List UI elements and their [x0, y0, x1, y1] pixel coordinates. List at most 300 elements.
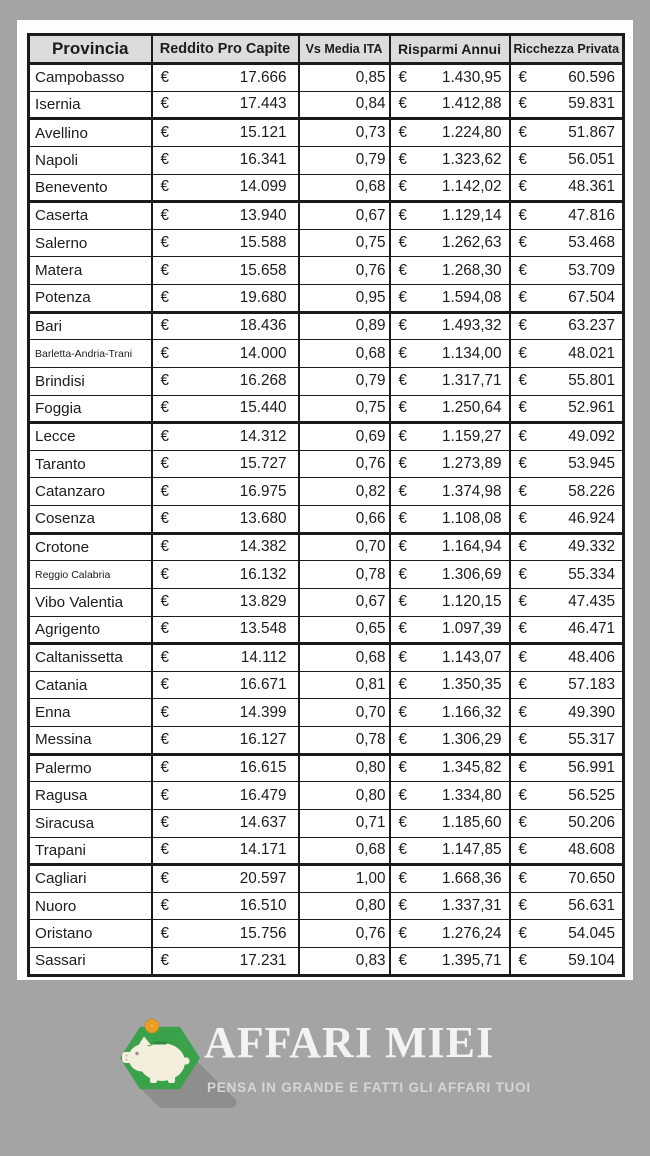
cell-value: 1.097,39 — [441, 620, 502, 638]
reddito-cell — [152, 91, 299, 119]
cell-value: 0,76 — [355, 455, 386, 473]
cell-value: 0,81 — [355, 676, 386, 694]
cell-value: 16.975 — [239, 482, 287, 500]
euro-symbol: € — [160, 317, 170, 335]
vs-media-cell — [299, 395, 390, 423]
euro-symbol: € — [160, 759, 170, 777]
risparmi-cell — [390, 533, 510, 561]
provincia-cell: Agrigento — [29, 616, 152, 644]
table-body — [29, 64, 624, 976]
cell-value: 47.435 — [568, 593, 615, 611]
euro-symbol: € — [518, 344, 528, 362]
cell-value: 1.166,32 — [441, 703, 502, 721]
cell-value: 1.129,14 — [441, 206, 502, 224]
cell-value: 0,73 — [355, 124, 386, 142]
risparmi-cell — [390, 340, 510, 368]
euro-symbol: € — [518, 951, 528, 969]
ricchezza-cell — [510, 340, 624, 368]
euro-symbol: € — [518, 151, 528, 169]
reddito-cell — [152, 257, 299, 285]
euro-symbol: € — [160, 565, 170, 583]
provincia-cell: Lecce — [29, 423, 152, 451]
table-row — [29, 478, 624, 506]
cell-value: 0,67 — [355, 206, 386, 224]
reddito-cell — [152, 782, 299, 810]
vs-media-cell — [299, 837, 390, 865]
cell-value: 1.345,82 — [441, 759, 502, 777]
cell-value: 47.816 — [568, 206, 615, 224]
cell-value: 0,70 — [355, 538, 386, 556]
cell-value: 0,78 — [355, 730, 386, 748]
euro-symbol: € — [398, 620, 408, 638]
euro-symbol: € — [160, 344, 170, 362]
ricchezza-cell — [510, 837, 624, 865]
euro-symbol: € — [398, 730, 408, 748]
cell-value: 0,68 — [355, 648, 386, 666]
cell-value: 1.276,24 — [441, 924, 502, 942]
cell-value: 17.443 — [239, 95, 287, 113]
cell-value: 16.479 — [239, 786, 287, 804]
euro-symbol: € — [398, 344, 408, 362]
vs-media-cell — [299, 285, 390, 313]
euro-symbol: € — [160, 372, 170, 390]
cell-value: 14.099 — [239, 178, 287, 196]
cell-value: 19.680 — [239, 288, 287, 306]
cell-value: 50.206 — [568, 814, 615, 832]
risparmi-cell — [390, 865, 510, 893]
risparmi-cell — [390, 450, 510, 478]
cell-value: 1.159,27 — [441, 427, 502, 445]
cell-value: 56.991 — [568, 759, 615, 777]
provincia-cell: Bari — [29, 312, 152, 340]
euro-symbol: € — [160, 178, 170, 196]
euro-symbol: € — [518, 399, 528, 417]
ricchezza-cell — [510, 616, 624, 644]
cell-value: 0,69 — [355, 427, 386, 445]
provincia-cell: Enna — [29, 699, 152, 727]
ricchezza-cell — [510, 202, 624, 230]
table-row — [29, 892, 624, 920]
risparmi-cell — [390, 91, 510, 119]
euro-symbol: € — [160, 897, 170, 915]
cell-value: 0,65 — [355, 620, 386, 638]
euro-symbol: € — [398, 648, 408, 666]
logo-title: AFFARI MIEI — [204, 1018, 495, 1067]
table-row — [29, 229, 624, 257]
risparmi-cell — [390, 423, 510, 451]
cell-value: 1.317,71 — [441, 372, 502, 390]
risparmi-cell — [390, 948, 510, 976]
provincia-cell: Cagliari — [29, 865, 152, 893]
ricchezza-cell — [510, 699, 624, 727]
provincia-cell: Brindisi — [29, 367, 152, 395]
vs-media-cell — [299, 64, 390, 92]
euro-symbol: € — [160, 68, 170, 86]
vs-media-cell — [299, 423, 390, 451]
euro-symbol: € — [398, 261, 408, 279]
risparmi-cell — [390, 561, 510, 589]
ricchezza-cell — [510, 423, 624, 451]
risparmi-cell — [390, 229, 510, 257]
provincia-cell: Caserta — [29, 202, 152, 230]
ricchezza-cell — [510, 533, 624, 561]
cell-value: 1.323,62 — [441, 151, 502, 169]
ricchezza-cell — [510, 920, 624, 948]
ricchezza-cell — [510, 478, 624, 506]
risparmi-cell — [390, 119, 510, 147]
cell-value: 58.226 — [568, 482, 615, 500]
column-header-ricchezza-privata: Ricchezza Privata — [510, 35, 624, 64]
euro-symbol: € — [518, 427, 528, 445]
ricchezza-cell — [510, 671, 624, 699]
reddito-cell — [152, 920, 299, 948]
table-row — [29, 782, 624, 810]
cell-value: 1.147,85 — [441, 841, 502, 859]
euro-symbol: € — [398, 509, 408, 527]
cell-value: 55.317 — [568, 730, 615, 748]
euro-symbol: € — [398, 841, 408, 859]
table-row — [29, 423, 624, 451]
euro-symbol: € — [518, 841, 528, 859]
cell-value: 17.666 — [239, 68, 287, 86]
provincia-cell: Sassari — [29, 948, 152, 976]
euro-symbol: € — [518, 124, 528, 142]
cell-value: 54.045 — [568, 924, 615, 942]
euro-symbol: € — [160, 95, 170, 113]
euro-symbol: € — [160, 703, 170, 721]
vs-media-cell — [299, 91, 390, 119]
table-row — [29, 146, 624, 174]
table-row — [29, 837, 624, 865]
ricchezza-cell — [510, 450, 624, 478]
risparmi-cell — [390, 616, 510, 644]
euro-symbol: € — [518, 730, 528, 748]
risparmi-cell — [390, 727, 510, 755]
cell-value: 14.637 — [239, 814, 287, 832]
vs-media-cell — [299, 478, 390, 506]
euro-symbol: € — [160, 261, 170, 279]
euro-symbol: € — [160, 288, 170, 306]
vs-media-cell — [299, 367, 390, 395]
reddito-cell — [152, 865, 299, 893]
cell-value: 0,95 — [355, 288, 386, 306]
vs-media-cell — [299, 257, 390, 285]
euro-symbol: € — [518, 261, 528, 279]
provincia-cell: Catanzaro — [29, 478, 152, 506]
cell-value: 1,00 — [355, 869, 386, 887]
cell-value: 57.183 — [568, 676, 615, 694]
ricchezza-cell — [510, 64, 624, 92]
province-wealth-table — [27, 33, 625, 977]
vs-media-cell — [299, 146, 390, 174]
ricchezza-cell — [510, 782, 624, 810]
euro-symbol: € — [398, 68, 408, 86]
vs-media-cell — [299, 119, 390, 147]
euro-symbol: € — [518, 703, 528, 721]
euro-symbol: € — [518, 538, 528, 556]
euro-symbol: € — [398, 676, 408, 694]
reddito-cell — [152, 367, 299, 395]
ricchezza-cell — [510, 865, 624, 893]
risparmi-cell — [390, 837, 510, 865]
cell-value: 1.306,69 — [441, 565, 502, 583]
cell-value: 49.332 — [568, 538, 615, 556]
euro-symbol: € — [398, 786, 408, 804]
cell-value: 15.727 — [239, 455, 287, 473]
cell-value: 0,67 — [355, 593, 386, 611]
euro-symbol: € — [518, 924, 528, 942]
cell-value: 55.334 — [568, 565, 615, 583]
cell-value: 14.000 — [239, 344, 287, 362]
cell-value: 53.709 — [568, 261, 615, 279]
euro-symbol: € — [518, 676, 528, 694]
euro-symbol: € — [518, 455, 528, 473]
cell-value: 1.224,80 — [441, 124, 502, 142]
ricchezza-cell — [510, 91, 624, 119]
euro-symbol: € — [518, 288, 528, 306]
risparmi-cell — [390, 809, 510, 837]
euro-symbol: € — [160, 924, 170, 942]
ricchezza-cell — [510, 809, 624, 837]
ricchezza-cell — [510, 257, 624, 285]
vs-media-cell — [299, 920, 390, 948]
cell-value: 20.597 — [239, 869, 287, 887]
cell-value: 1.262,63 — [441, 234, 502, 252]
euro-symbol: € — [398, 924, 408, 942]
reddito-cell — [152, 699, 299, 727]
vs-media-cell — [299, 506, 390, 534]
provincia-cell: Benevento — [29, 174, 152, 202]
cell-value: 0,68 — [355, 344, 386, 362]
euro-symbol: € — [518, 372, 528, 390]
table-row — [29, 312, 624, 340]
vs-media-cell — [299, 865, 390, 893]
cell-value: 46.924 — [568, 509, 615, 527]
euro-symbol: € — [160, 538, 170, 556]
provincia-cell: Taranto — [29, 450, 152, 478]
euro-symbol: € — [518, 509, 528, 527]
reddito-cell — [152, 64, 299, 92]
table-row — [29, 119, 624, 147]
column-header-risparmi-annui: Risparmi Annui — [390, 35, 510, 64]
euro-symbol: € — [398, 759, 408, 777]
vs-media-cell — [299, 727, 390, 755]
cell-value: 1.594,08 — [441, 288, 502, 306]
euro-symbol: € — [160, 206, 170, 224]
euro-symbol: € — [398, 482, 408, 500]
cell-value: 1.134,00 — [441, 344, 502, 362]
euro-symbol: € — [518, 178, 528, 196]
euro-symbol: € — [518, 814, 528, 832]
risparmi-cell — [390, 146, 510, 174]
table-row — [29, 588, 624, 616]
vs-media-cell — [299, 671, 390, 699]
cell-value: 16.127 — [239, 730, 287, 748]
risparmi-cell — [390, 257, 510, 285]
euro-symbol: € — [160, 593, 170, 611]
ricchezza-cell — [510, 561, 624, 589]
cell-value: 48.406 — [568, 648, 615, 666]
risparmi-cell — [390, 174, 510, 202]
cell-value: 0,76 — [355, 261, 386, 279]
euro-symbol: € — [398, 317, 408, 335]
euro-symbol: € — [160, 234, 170, 252]
cell-value: 18.436 — [239, 317, 287, 335]
cell-value: 0,79 — [355, 151, 386, 169]
euro-symbol: € — [518, 317, 528, 335]
euro-symbol: € — [518, 786, 528, 804]
cell-value: 15.658 — [239, 261, 287, 279]
table-row — [29, 865, 624, 893]
euro-symbol: € — [518, 68, 528, 86]
ricchezza-cell — [510, 174, 624, 202]
table-row — [29, 340, 624, 368]
provincia-cell: Potenza — [29, 285, 152, 313]
cell-value: 1.306,29 — [441, 730, 502, 748]
table-row — [29, 64, 624, 92]
reddito-cell — [152, 671, 299, 699]
cell-value: 67.504 — [568, 288, 615, 306]
table-row — [29, 506, 624, 534]
reddito-cell — [152, 561, 299, 589]
cell-value: 1.493,32 — [441, 317, 502, 335]
table-row — [29, 202, 624, 230]
table-row — [29, 699, 624, 727]
ricchezza-cell — [510, 644, 624, 672]
cell-value: 15.756 — [239, 924, 287, 942]
risparmi-cell — [390, 64, 510, 92]
reddito-cell — [152, 312, 299, 340]
vs-media-cell — [299, 892, 390, 920]
column-header-reddito-pro-capite: Reddito Pro Capite — [152, 35, 299, 64]
cell-value: 0,84 — [355, 95, 386, 113]
euro-symbol: € — [160, 620, 170, 638]
risparmi-cell — [390, 202, 510, 230]
cell-value: 52.961 — [568, 399, 615, 417]
cell-value: 0,80 — [355, 786, 386, 804]
ricchezza-cell — [510, 892, 624, 920]
provincia-cell: Caltanissetta — [29, 644, 152, 672]
vs-media-cell — [299, 229, 390, 257]
cell-value: 0,85 — [355, 68, 386, 86]
vs-media-cell — [299, 809, 390, 837]
cell-value: 15.440 — [239, 399, 287, 417]
cell-value: 0,80 — [355, 897, 386, 915]
cell-value: 15.121 — [239, 124, 287, 142]
risparmi-cell — [390, 920, 510, 948]
column-header-vs-media-ita: Vs Media ITA — [299, 35, 390, 64]
table-row — [29, 754, 624, 782]
euro-symbol: € — [160, 124, 170, 142]
vs-media-cell — [299, 616, 390, 644]
table-row — [29, 920, 624, 948]
cell-value: 14.312 — [239, 427, 287, 445]
provincia-cell: Palermo — [29, 754, 152, 782]
euro-symbol: € — [160, 399, 170, 417]
euro-symbol: € — [398, 951, 408, 969]
provincia-cell: Nuoro — [29, 892, 152, 920]
cell-value: 53.468 — [568, 234, 615, 252]
euro-symbol: € — [398, 427, 408, 445]
table-row — [29, 948, 624, 976]
cell-value: 13.940 — [239, 206, 287, 224]
provincia-cell: Cosenza — [29, 506, 152, 534]
euro-symbol: € — [398, 455, 408, 473]
provincia-cell: Oristano — [29, 920, 152, 948]
reddito-cell — [152, 588, 299, 616]
provincia-cell: Trapani — [29, 837, 152, 865]
euro-symbol: € — [398, 95, 408, 113]
cell-value: 48.608 — [568, 841, 615, 859]
euro-symbol: € — [160, 814, 170, 832]
provincia-cell: Siracusa — [29, 809, 152, 837]
vs-media-cell — [299, 561, 390, 589]
ricchezza-cell — [510, 285, 624, 313]
provincia-cell: Reggio Calabria — [29, 561, 152, 589]
euro-symbol: € — [398, 372, 408, 390]
reddito-cell — [152, 229, 299, 257]
ricchezza-cell — [510, 367, 624, 395]
cell-value: 16.341 — [239, 151, 287, 169]
euro-symbol: € — [160, 841, 170, 859]
cell-value: 17.231 — [239, 951, 287, 969]
cell-value: 14.112 — [240, 648, 287, 666]
reddito-cell — [152, 450, 299, 478]
euro-symbol: € — [398, 703, 408, 721]
cell-value: 59.104 — [568, 951, 615, 969]
cell-value: 1.668,36 — [441, 869, 502, 887]
euro-symbol: € — [160, 151, 170, 169]
euro-symbol: € — [518, 620, 528, 638]
reddito-cell — [152, 616, 299, 644]
cell-value: 0,66 — [355, 509, 386, 527]
risparmi-cell — [390, 644, 510, 672]
cell-value: 16.132 — [239, 565, 287, 583]
euro-symbol: € — [398, 178, 408, 196]
cell-value: 63.237 — [568, 317, 615, 335]
cell-value: 46.471 — [568, 620, 615, 638]
header-row — [29, 35, 624, 64]
cell-value: 1.350,35 — [441, 676, 502, 694]
euro-symbol: € — [160, 455, 170, 473]
vs-media-cell — [299, 699, 390, 727]
euro-symbol: € — [160, 482, 170, 500]
euro-symbol: € — [398, 869, 408, 887]
cell-value: 1.250,64 — [441, 399, 502, 417]
cell-value: 1.273,89 — [441, 455, 502, 473]
vs-media-cell — [299, 202, 390, 230]
risparmi-cell — [390, 478, 510, 506]
euro-symbol: € — [160, 509, 170, 527]
cell-value: 13.829 — [239, 593, 287, 611]
ricchezza-cell — [510, 754, 624, 782]
euro-symbol: € — [518, 648, 528, 666]
cell-value: 16.268 — [239, 372, 287, 390]
reddito-cell — [152, 506, 299, 534]
provincia-cell: Catania — [29, 671, 152, 699]
ricchezza-cell — [510, 506, 624, 534]
euro-symbol: € — [518, 897, 528, 915]
reddito-cell — [152, 892, 299, 920]
risparmi-cell — [390, 699, 510, 727]
cell-value: 53.945 — [568, 455, 615, 473]
table-row — [29, 533, 624, 561]
provincia-cell: Napoli — [29, 146, 152, 174]
provincia-cell: Barletta-Andria-Trani — [29, 340, 152, 368]
reddito-cell — [152, 285, 299, 313]
provincia-cell: Messina — [29, 727, 152, 755]
table-row — [29, 809, 624, 837]
